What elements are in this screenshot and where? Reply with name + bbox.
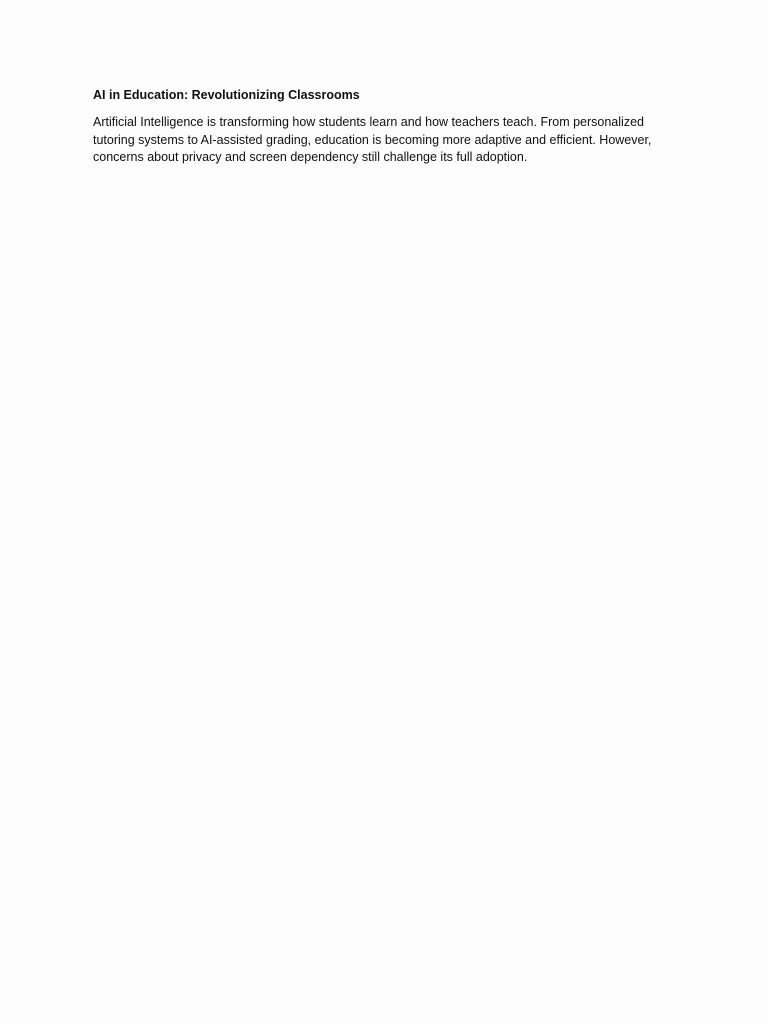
document-title: AI in Education: Revolutionizing Classrooms (93, 88, 360, 102)
paragraph-line: tutoring systems to AI-assisted grading, education is becoming more adaptive and efficient. However, (93, 132, 652, 147)
paragraph-line: concerns about privacy and screen dependency still challenge its full adoption. (93, 150, 528, 165)
paragraph-line: Artificial Intelligence is transforming how students learn and how teachers teach. From personalized (93, 115, 644, 129)
document-paragraph (93, 114, 683, 167)
